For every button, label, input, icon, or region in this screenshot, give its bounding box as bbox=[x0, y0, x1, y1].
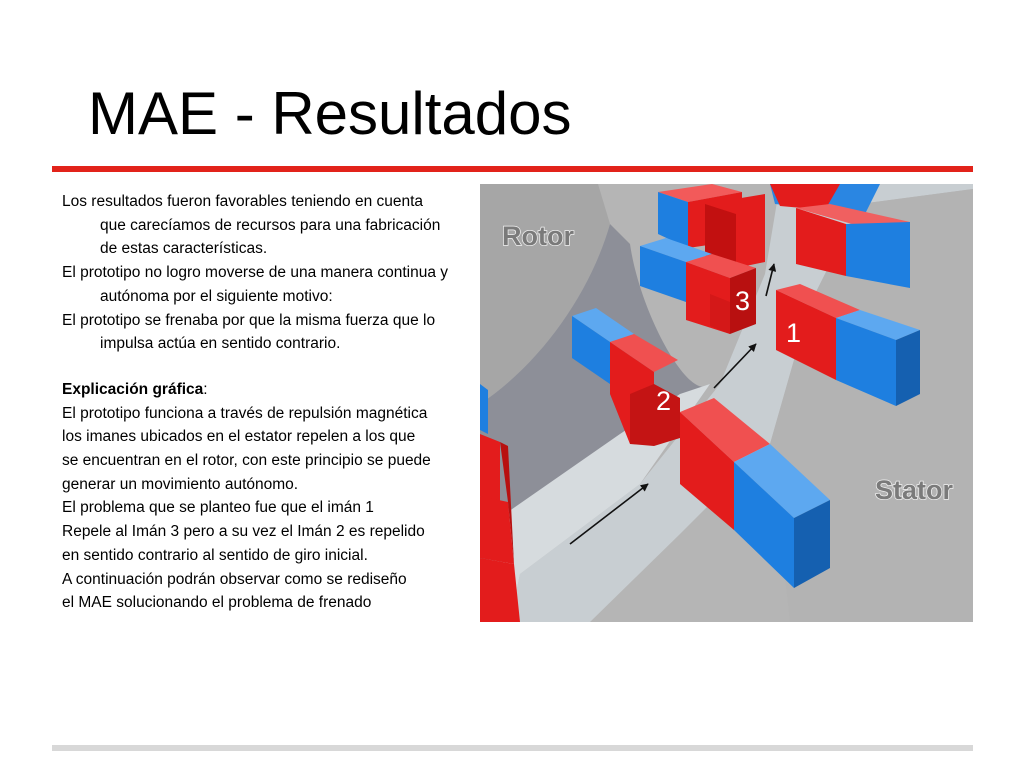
magnet-3-label: 3 bbox=[735, 286, 751, 316]
paragraph-motion-line: El prototipo no logro moverse de una manera continua y bbox=[62, 264, 449, 282]
magnet-motor-diagram bbox=[480, 184, 973, 622]
stator-label: Stator bbox=[875, 475, 954, 505]
magnet-2-label: 2 bbox=[656, 386, 672, 416]
footer-divider bbox=[52, 745, 973, 751]
explanation-line: los imanes ubicados en el estator repelen a los que bbox=[62, 428, 416, 446]
paragraph-motion-line: autónoma por el siguiente motivo: bbox=[100, 287, 333, 305]
paragraph-results-line: de estas características. bbox=[100, 240, 268, 258]
title-divider bbox=[52, 166, 973, 172]
explanation-heading: Explicación gráfica bbox=[62, 380, 204, 398]
explanation-line: El problema que se planteo fue que el imán 1 bbox=[62, 499, 374, 517]
explanation-line: El prototipo funciona a través de repulsión magnética bbox=[62, 404, 428, 422]
paragraph-results-line: que carecíamos de recursos para una fabricación bbox=[100, 216, 441, 234]
rotor-label: Rotor bbox=[502, 221, 574, 251]
explanation-line: Repele al Imán 3 pero a su vez el Imán 2 es repelido bbox=[62, 523, 425, 541]
slide-title: MAE - Resultados bbox=[88, 80, 572, 147]
explanation-line: A continuación podrán observar como se rediseño bbox=[62, 570, 407, 588]
paragraph-brake-line: impulsa actúa en sentido contrario. bbox=[100, 335, 341, 353]
paragraph-results-line: Los resultados fueron favorables teniendo en cuenta bbox=[62, 193, 424, 210]
explanation-line: el MAE solucionando el problema de frenado bbox=[62, 594, 372, 612]
paragraph-spacer bbox=[62, 356, 492, 378]
explanation-line: en sentido contrario al sentido de giro inicial. bbox=[62, 546, 368, 564]
magnet-1-label: 1 bbox=[786, 318, 802, 348]
explanation-line: generar un movimiento autónomo. bbox=[62, 475, 299, 493]
magnet-diagram-svg bbox=[480, 184, 973, 622]
paragraph-brake-line: El prototipo se frenaba por que la misma fuerza que lo bbox=[62, 311, 436, 329]
slide-body-text bbox=[62, 190, 492, 615]
explanation-heading-line bbox=[62, 378, 492, 402]
explanation-colon: : bbox=[203, 380, 208, 398]
explanation-line: se encuentran en el rotor, con este principio se puede bbox=[62, 452, 431, 470]
